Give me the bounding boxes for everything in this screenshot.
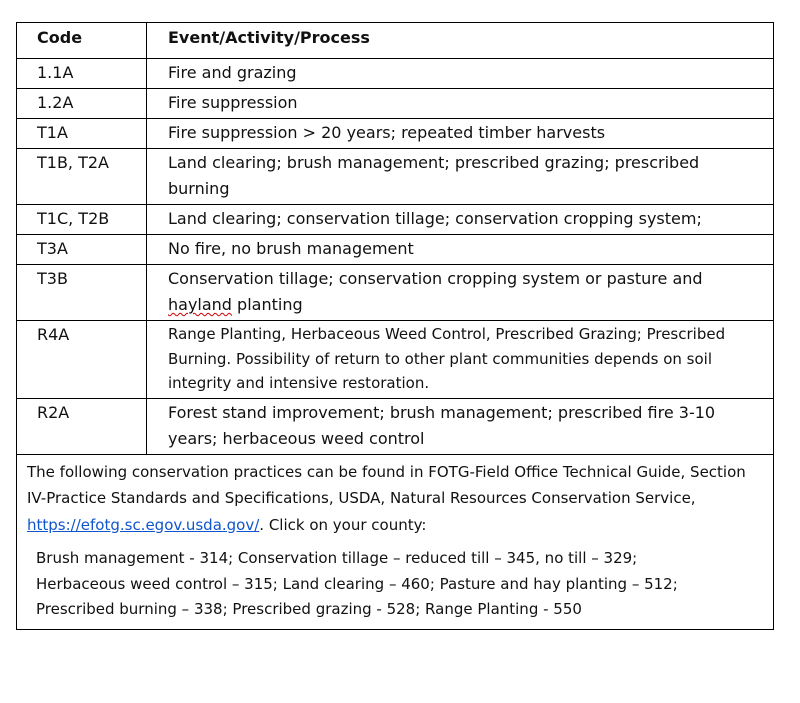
row-code: R2A bbox=[17, 398, 147, 454]
table-row bbox=[17, 205, 774, 235]
row-event: Range Planting, Herbaceous Weed Control, Prescribed Grazing; Prescribed Burning. Possibility of return to other plant communities depends on soil integrity and intensive restoration. bbox=[147, 321, 774, 399]
practices-table bbox=[16, 22, 774, 630]
row-event: No fire, no brush management bbox=[147, 235, 774, 265]
row-code: T3B bbox=[17, 265, 147, 321]
row-event bbox=[147, 265, 774, 321]
table-row bbox=[17, 265, 774, 321]
practices-line: Brush management - 314; Conservation tillage – reduced till – 345, no till – 329; bbox=[36, 549, 638, 567]
row-event: Fire suppression bbox=[147, 89, 774, 119]
row-code: 1.1A bbox=[17, 59, 147, 89]
spellcheck-flagged-word[interactable]: hayland bbox=[168, 295, 232, 314]
table-row bbox=[17, 89, 774, 119]
usda-fotg-link[interactable]: https://efotg.sc.egov.usda.gov/ bbox=[27, 515, 260, 534]
note-text: The following conservation practices can be found in FOTG-Field Office Technical Guide, Section IV-Practice Standards and Specifications, USDA, Natural Resources Conservation Service, bbox=[27, 462, 746, 507]
practices-list bbox=[27, 546, 763, 623]
row-event: Land clearing; brush management; prescribed grazing; prescribed burning bbox=[147, 149, 774, 205]
row-code: T1C, T2B bbox=[17, 205, 147, 235]
row-event: Fire suppression > 20 years; repeated timber harvests bbox=[147, 119, 774, 149]
note-paragraph bbox=[27, 459, 763, 539]
header-code: Code bbox=[17, 23, 147, 59]
event-text-part: planting bbox=[231, 295, 303, 314]
table-row bbox=[17, 59, 774, 89]
row-code: T3A bbox=[17, 235, 147, 265]
row-event: Forest stand improvement; brush management; prescribed fire 3-10 years; herbaceous weed control bbox=[147, 398, 774, 454]
header-event: Event/Activity/Process bbox=[147, 23, 774, 59]
note-cell bbox=[17, 454, 774, 629]
row-code: T1A bbox=[17, 119, 147, 149]
table-note-row bbox=[17, 454, 774, 629]
table-row bbox=[17, 398, 774, 454]
row-code: 1.2A bbox=[17, 89, 147, 119]
row-code: R4A bbox=[17, 321, 147, 399]
row-event: Land clearing; conservation tillage; conservation cropping system; bbox=[147, 205, 774, 235]
table-row bbox=[17, 149, 774, 205]
practices-line: Prescribed burning – 338; Prescribed grazing - 528; Range Planting - 550 bbox=[36, 600, 582, 618]
row-event: Fire and grazing bbox=[147, 59, 774, 89]
note-text-after: . Click on your county: bbox=[259, 515, 427, 534]
practices-line: Herbaceous weed control – 315; Land clearing – 460; Pasture and hay planting – 512; bbox=[36, 574, 678, 593]
event-text-part: Conservation tillage; conservation cropping system or pasture and bbox=[168, 269, 703, 288]
table-header-row bbox=[17, 23, 774, 59]
table-row bbox=[17, 119, 774, 149]
row-code: T1B, T2A bbox=[17, 149, 147, 205]
table-row bbox=[17, 321, 774, 399]
table-row bbox=[17, 235, 774, 265]
